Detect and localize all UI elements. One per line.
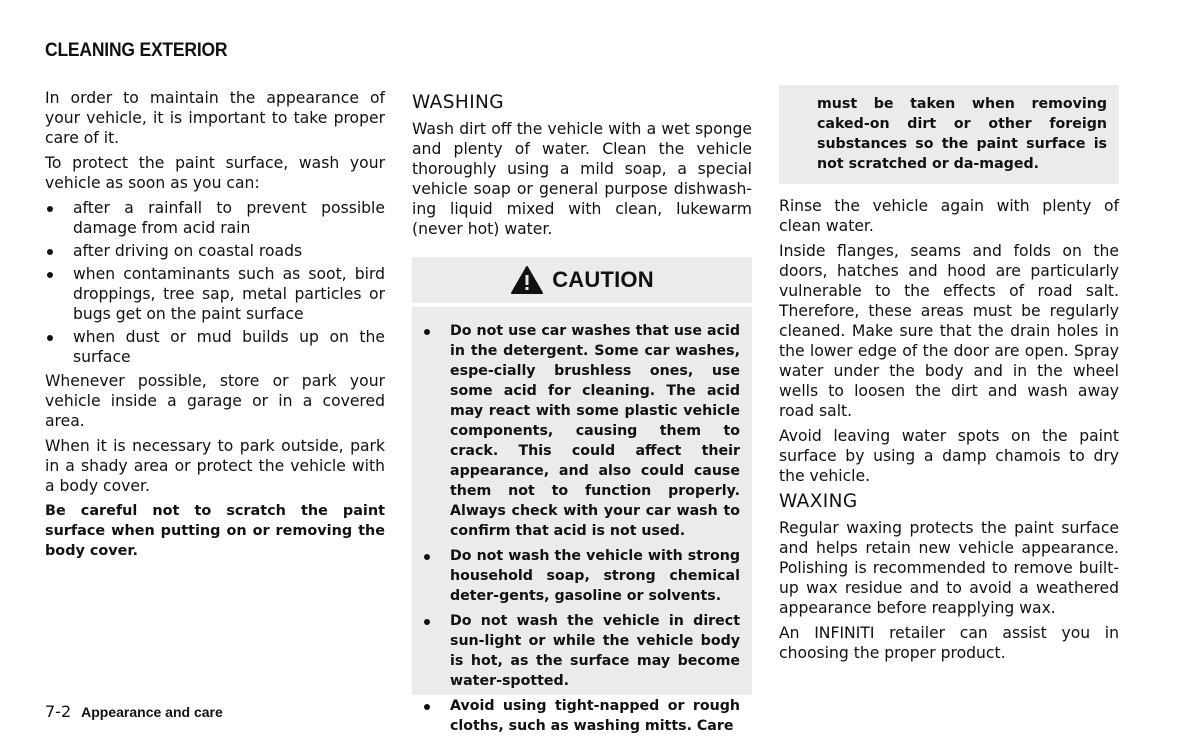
section-title: CLEANING EXTERIOR <box>45 40 228 61</box>
waxing-heading: WAXING <box>779 491 858 512</box>
page-number: 7-2 <box>45 702 72 721</box>
protect-paragraph: To protect the paint surface, wash your vehicle as soon as you can: <box>45 154 385 192</box>
list-item: after a rainfall to prevent possible damage from acid rain <box>45 198 385 238</box>
caution-label: CAUTION <box>552 267 654 292</box>
caution-continuation <box>779 85 1119 184</box>
road-salt-paragraph: Inside flanges, seams and folds on the doors, hatches and hood are particularly vulnerable to the effects of road salt. Therefore, these areas must be regularly cleaned. Make sure that the drain holes in the lower edge of the door are open. Spray water under the body and in the wheel wells to loosen the dirt and wash away road salt. <box>779 242 1119 420</box>
caution-item: Avoid using tight-napped or rough cloths, such as washing mitts. Care <box>422 696 740 736</box>
garage-paragraph: Whenever possible, store or park your vehicle inside a garage or in a covered area. <box>45 372 385 430</box>
washing-paragraph: Wash dirt off the vehicle with a wet sponge and plenty of water. Clean the vehicle thoroughly using a mild soap, a special vehicle soap or general purpose dishwash-ing liquid mixed with clean, lukewarm (never hot) water. <box>412 120 752 238</box>
list-item: when dust or mud builds up on the surface <box>45 327 385 367</box>
washing-heading: WASHING <box>412 92 505 113</box>
list-item: when contaminants such as soot, bird droppings, tree sap, metal particles or bugs get on the paint surface <box>45 264 385 324</box>
body-cover-warning: Be careful not to scratch the paint surface when putting on or removing the body cover. <box>45 503 385 559</box>
rinse-paragraph: Rinse the vehicle again with plenty of clean water. <box>779 197 1119 235</box>
caution-continuation-text: must be taken when removing caked-on dirt or other foreign substances so the paint surface is not scratched or da-maged. <box>817 96 1107 172</box>
chapter-title: Appearance and care <box>81 704 223 720</box>
column-rinse-waxing <box>779 88 1119 668</box>
column-washing <box>412 88 752 734</box>
caution-box <box>412 257 752 734</box>
retailer-paragraph: An INFINITI retailer can assist you in choosing the proper product. <box>779 624 1119 662</box>
wash-conditions-list <box>45 198 385 367</box>
column-intro <box>45 88 385 566</box>
caution-header <box>412 257 752 307</box>
waxing-paragraph: Regular waxing protects the paint surface and helps retain new vehicle appearance. Polishing is recommended to remove built-up wax residue and to avoid a weathered appearance before reapplying wax. <box>779 519 1119 617</box>
caution-list <box>412 307 752 736</box>
list-item: after driving on coastal roads <box>45 241 385 261</box>
water-spots-paragraph: Avoid leaving water spots on the paint surface by using a damp chamois to dry the vehicle. <box>779 427 1119 485</box>
page-footer <box>45 702 223 721</box>
caution-item: Do not wash the vehicle with strong household soap, strong chemical deter-gents, gasoline or solvents. <box>422 546 740 606</box>
intro-paragraph: In order to maintain the appearance of your vehicle, it is important to take proper care of it. <box>45 89 385 147</box>
rinse-section <box>779 196 1119 663</box>
park-outside-paragraph: When it is necessary to park outside, park in a shady area or protect the vehicle with a body cover. <box>45 437 385 495</box>
caution-item: Do not use car washes that use acid in the detergent. Some car washes, espe-cially brushless ones, use some acid for cleaning. The acid may react with some plastic vehicle components, causing them to crack. This could affect their appearance, and also could cause them not to function properly. Always check with your car wash to confirm that acid is not used. <box>422 321 740 541</box>
caution-item: Do not wash the vehicle in direct sun-light or while the vehicle body is hot, as the surface may become water-spotted. <box>422 611 740 691</box>
warning-triangle-icon <box>510 265 544 295</box>
